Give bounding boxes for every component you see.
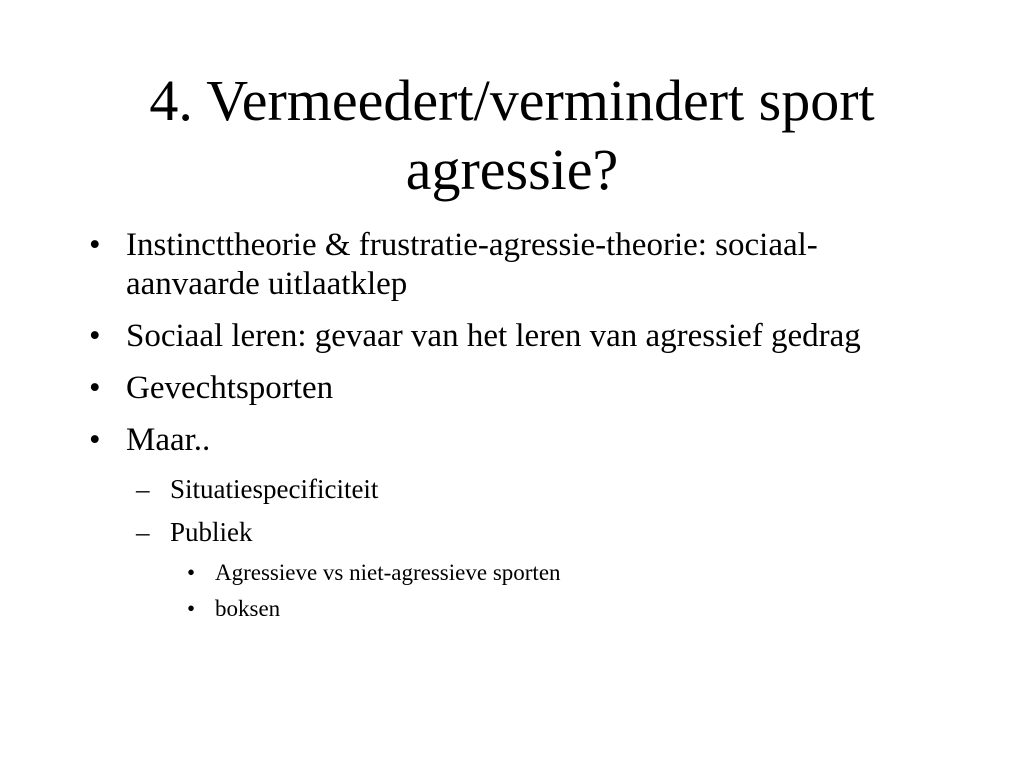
bullet-item (89, 369, 916, 408)
bullet-item (89, 226, 916, 304)
slide-title: 4. Vermeedert/vermindert sport agressie? (149, 68, 875, 202)
bullet-text: Maar.. (126, 422, 211, 458)
sub-bullet-text: Publiek (170, 517, 253, 547)
sub-sub-bullet-text: Agressieve vs niet-agressieve sporten (215, 560, 561, 585)
dash-marker: – (136, 474, 150, 504)
sub-sub-bullet-item (187, 559, 915, 586)
sub-sub-bullet-text: boksen (215, 596, 281, 621)
bullet-marker: • (89, 318, 101, 354)
dash-marker: – (136, 517, 150, 547)
bullet-list (0, 226, 1024, 631)
bullet-marker: • (89, 227, 101, 263)
bullet-item (89, 421, 916, 460)
sub-bullet-item (136, 516, 910, 548)
bullet-text: Gevechtsporten (126, 370, 334, 406)
bullet-marker: • (187, 596, 196, 621)
bullet-marker: • (89, 422, 101, 458)
bullet-item (89, 317, 916, 356)
bullet-text: Sociaal leren: gevaar van het leren van agressief gedrag (126, 318, 861, 354)
bullet-marker: • (89, 370, 101, 406)
sub-bullet-item (136, 473, 910, 505)
sub-bullet-text: Situatiespecificiteit (170, 474, 379, 504)
bullet-marker: • (187, 560, 196, 585)
bullet-text: Instincttheorie & frustratie-agressie-theorie: sociaal-aanvaarde uitlaatklep (126, 227, 818, 302)
sub-sub-bullet-item (187, 595, 915, 622)
